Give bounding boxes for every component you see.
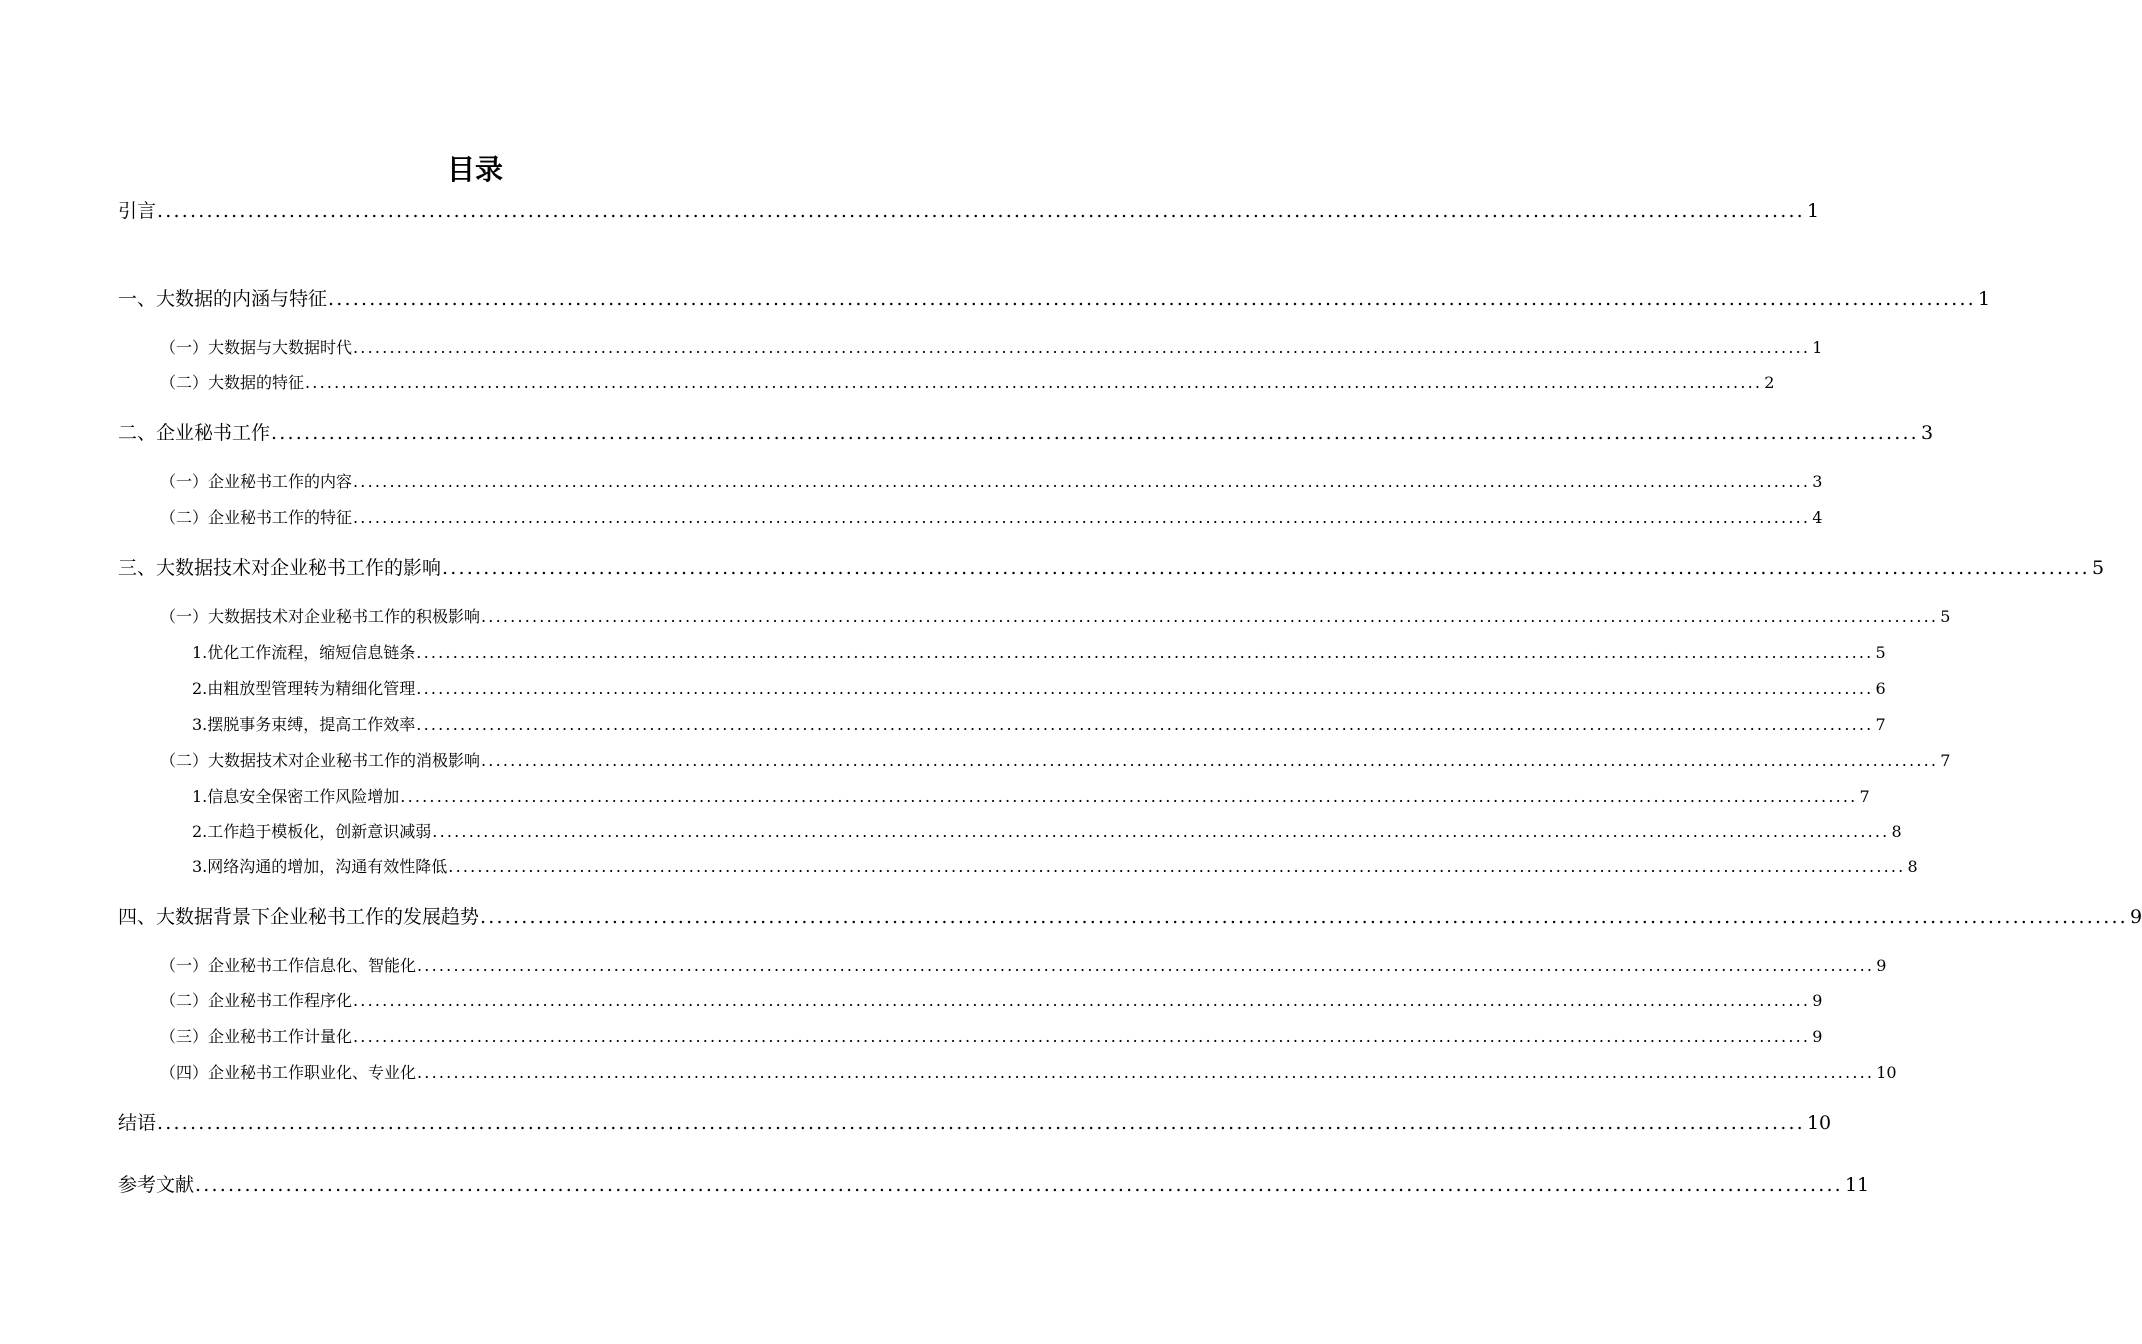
toc-entry-label: （三）企业秘书工作计量化 bbox=[160, 1027, 353, 1046]
toc-entry-label: （一）企业秘书工作的内容 bbox=[160, 472, 353, 491]
toc-entry[interactable] bbox=[160, 1062, 1897, 1084]
toc-page-number: 3 bbox=[1812, 472, 1823, 491]
dot-leader: ........................................................................................................................................................................................................ bbox=[480, 906, 2128, 928]
toc-entry-label: 引言 bbox=[118, 200, 157, 222]
dot-leader: ........................................................................................................................................................................................................ bbox=[353, 991, 1811, 1010]
toc-page-number: 1 bbox=[1977, 288, 1991, 310]
toc-page-number: 5 bbox=[1875, 643, 1886, 662]
dot-leader: ........................................................................................................................................................................................................ bbox=[481, 607, 1939, 626]
toc-entry[interactable] bbox=[160, 955, 1887, 977]
dot-leader: ........................................................................................................................................................................................................ bbox=[417, 1063, 1875, 1082]
toc-page-number: 7 bbox=[1859, 787, 1870, 806]
toc-page-number: 6 bbox=[1875, 679, 1886, 698]
toc-entry-label: 结语 bbox=[118, 1112, 157, 1134]
toc-page-number: 5 bbox=[1940, 607, 1951, 626]
toc-page-number: 4 bbox=[1812, 508, 1823, 527]
toc-page-number: 7 bbox=[1940, 751, 1951, 770]
toc-entry-label: 参考文献 bbox=[118, 1174, 195, 1196]
toc-page-number: 8 bbox=[1891, 822, 1902, 841]
toc-page-number: 7 bbox=[1875, 715, 1886, 734]
toc-entry[interactable] bbox=[118, 420, 1934, 446]
toc-entry-label: 1.信息安全保密工作风险增加 bbox=[192, 787, 400, 806]
toc-entry[interactable] bbox=[160, 372, 1775, 394]
toc-entry-label: 三、大数据技术对企业秘书工作的影响 bbox=[118, 557, 442, 579]
toc-page-number: 3 bbox=[1920, 422, 1934, 444]
dot-leader: ........................................................................................................................................................................................................ bbox=[416, 715, 1874, 734]
toc-entry-label: （二）大数据的特征 bbox=[160, 373, 305, 392]
toc-page-number: 1 bbox=[1812, 338, 1823, 357]
toc-entry-label: 2.由粗放型管理转为精细化管理 bbox=[192, 679, 416, 698]
dot-leader: ........................................................................................................................................................................................................ bbox=[442, 557, 2090, 579]
dot-leader: ........................................................................................................................................................................................................ bbox=[328, 288, 1976, 310]
toc-page-number: 9 bbox=[1812, 1027, 1823, 1046]
toc-page-number: 9 bbox=[1812, 991, 1823, 1010]
dot-leader: ........................................................................................................................................................................................................ bbox=[353, 472, 1811, 491]
dot-leader: ........................................................................................................................................................................................................ bbox=[157, 1112, 1805, 1134]
toc-page-number: 11 bbox=[1844, 1174, 1870, 1196]
toc-entry-label: 二、企业秘书工作 bbox=[118, 422, 271, 444]
dot-leader: ........................................................................................................................................................................................................ bbox=[417, 956, 1875, 975]
toc-page-number: 10 bbox=[1806, 1112, 1832, 1134]
toc-entry[interactable] bbox=[192, 714, 1886, 736]
toc-page-number: 2 bbox=[1764, 373, 1775, 392]
toc-entry[interactable] bbox=[192, 856, 1918, 878]
dot-leader: ........................................................................................................................................................................................................ bbox=[353, 338, 1811, 357]
toc-entry[interactable] bbox=[160, 507, 1823, 529]
dot-leader: ........................................................................................................................................................................................................ bbox=[432, 822, 1890, 841]
toc-page-number: 1 bbox=[1806, 200, 1820, 222]
toc-entry[interactable] bbox=[118, 1110, 1832, 1136]
toc-entry-label: （一）大数据技术对企业秘书工作的积极影响 bbox=[160, 607, 481, 626]
toc-page-number: 9 bbox=[2129, 906, 2142, 928]
toc-entry[interactable] bbox=[160, 606, 1951, 628]
toc-entry-label: 2.工作趋于模板化，创新意识减弱 bbox=[192, 822, 432, 841]
toc-entry[interactable] bbox=[118, 286, 1991, 312]
toc-entry-label: （二）企业秘书工作程序化 bbox=[160, 991, 353, 1010]
toc-entry[interactable] bbox=[118, 555, 2105, 581]
toc-entry[interactable] bbox=[118, 198, 1820, 224]
toc-page-number: 9 bbox=[1876, 956, 1887, 975]
toc-entry-label: 3.网络沟通的增加，沟通有效性降低 bbox=[192, 857, 448, 876]
toc-page-number: 5 bbox=[2091, 557, 2105, 579]
toc-entry[interactable] bbox=[192, 678, 1886, 700]
dot-leader: ........................................................................................................................................................................................................ bbox=[157, 200, 1805, 222]
toc-entry-label: 1.优化工作流程，缩短信息链条 bbox=[192, 643, 416, 662]
toc-entry[interactable] bbox=[118, 904, 2142, 930]
dot-leader: ........................................................................................................................................................................................................ bbox=[416, 643, 1874, 662]
toc-entry-label: 四、大数据背景下企业秘书工作的发展趋势 bbox=[118, 906, 480, 928]
toc-entry-label: （二）大数据技术对企业秘书工作的消极影响 bbox=[160, 751, 481, 770]
toc-title: 目录 bbox=[446, 153, 503, 186]
dot-leader: ........................................................................................................................................................................................................ bbox=[271, 422, 1919, 444]
dot-leader: ........................................................................................................................................................................................................ bbox=[305, 373, 1763, 392]
toc-entry[interactable] bbox=[160, 337, 1823, 359]
toc-entry[interactable] bbox=[192, 642, 1886, 664]
toc-page-number: 8 bbox=[1907, 857, 1918, 876]
toc-entry-label: （二）企业秘书工作的特征 bbox=[160, 508, 353, 527]
toc-entry-label: （一）企业秘书工作信息化、智能化 bbox=[160, 956, 417, 975]
toc-entry[interactable] bbox=[160, 990, 1823, 1012]
toc-entry[interactable] bbox=[192, 821, 1902, 843]
toc-entry-label: 一、大数据的内涵与特征 bbox=[118, 288, 328, 310]
dot-leader: ........................................................................................................................................................................................................ bbox=[195, 1174, 1843, 1196]
dot-leader: ........................................................................................................................................................................................................ bbox=[448, 857, 1906, 876]
toc-entry-label: （一）大数据与大数据时代 bbox=[160, 338, 353, 357]
toc-entry[interactable] bbox=[160, 750, 1951, 772]
toc-entry[interactable] bbox=[160, 471, 1823, 493]
dot-leader: ........................................................................................................................................................................................................ bbox=[416, 679, 1874, 698]
toc-entry-label: 3.摆脱事务束缚，提高工作效率 bbox=[192, 715, 416, 734]
toc-entry[interactable] bbox=[192, 786, 1870, 808]
toc-entry[interactable] bbox=[118, 1172, 1870, 1198]
toc-entry-label: （四）企业秘书工作职业化、专业化 bbox=[160, 1063, 417, 1082]
toc-entry[interactable] bbox=[160, 1026, 1823, 1048]
dot-leader: ........................................................................................................................................................................................................ bbox=[400, 787, 1858, 806]
dot-leader: ........................................................................................................................................................................................................ bbox=[353, 1027, 1811, 1046]
toc-page-number: 10 bbox=[1876, 1063, 1897, 1082]
dot-leader: ........................................................................................................................................................................................................ bbox=[481, 751, 1939, 770]
dot-leader: ........................................................................................................................................................................................................ bbox=[353, 508, 1811, 527]
